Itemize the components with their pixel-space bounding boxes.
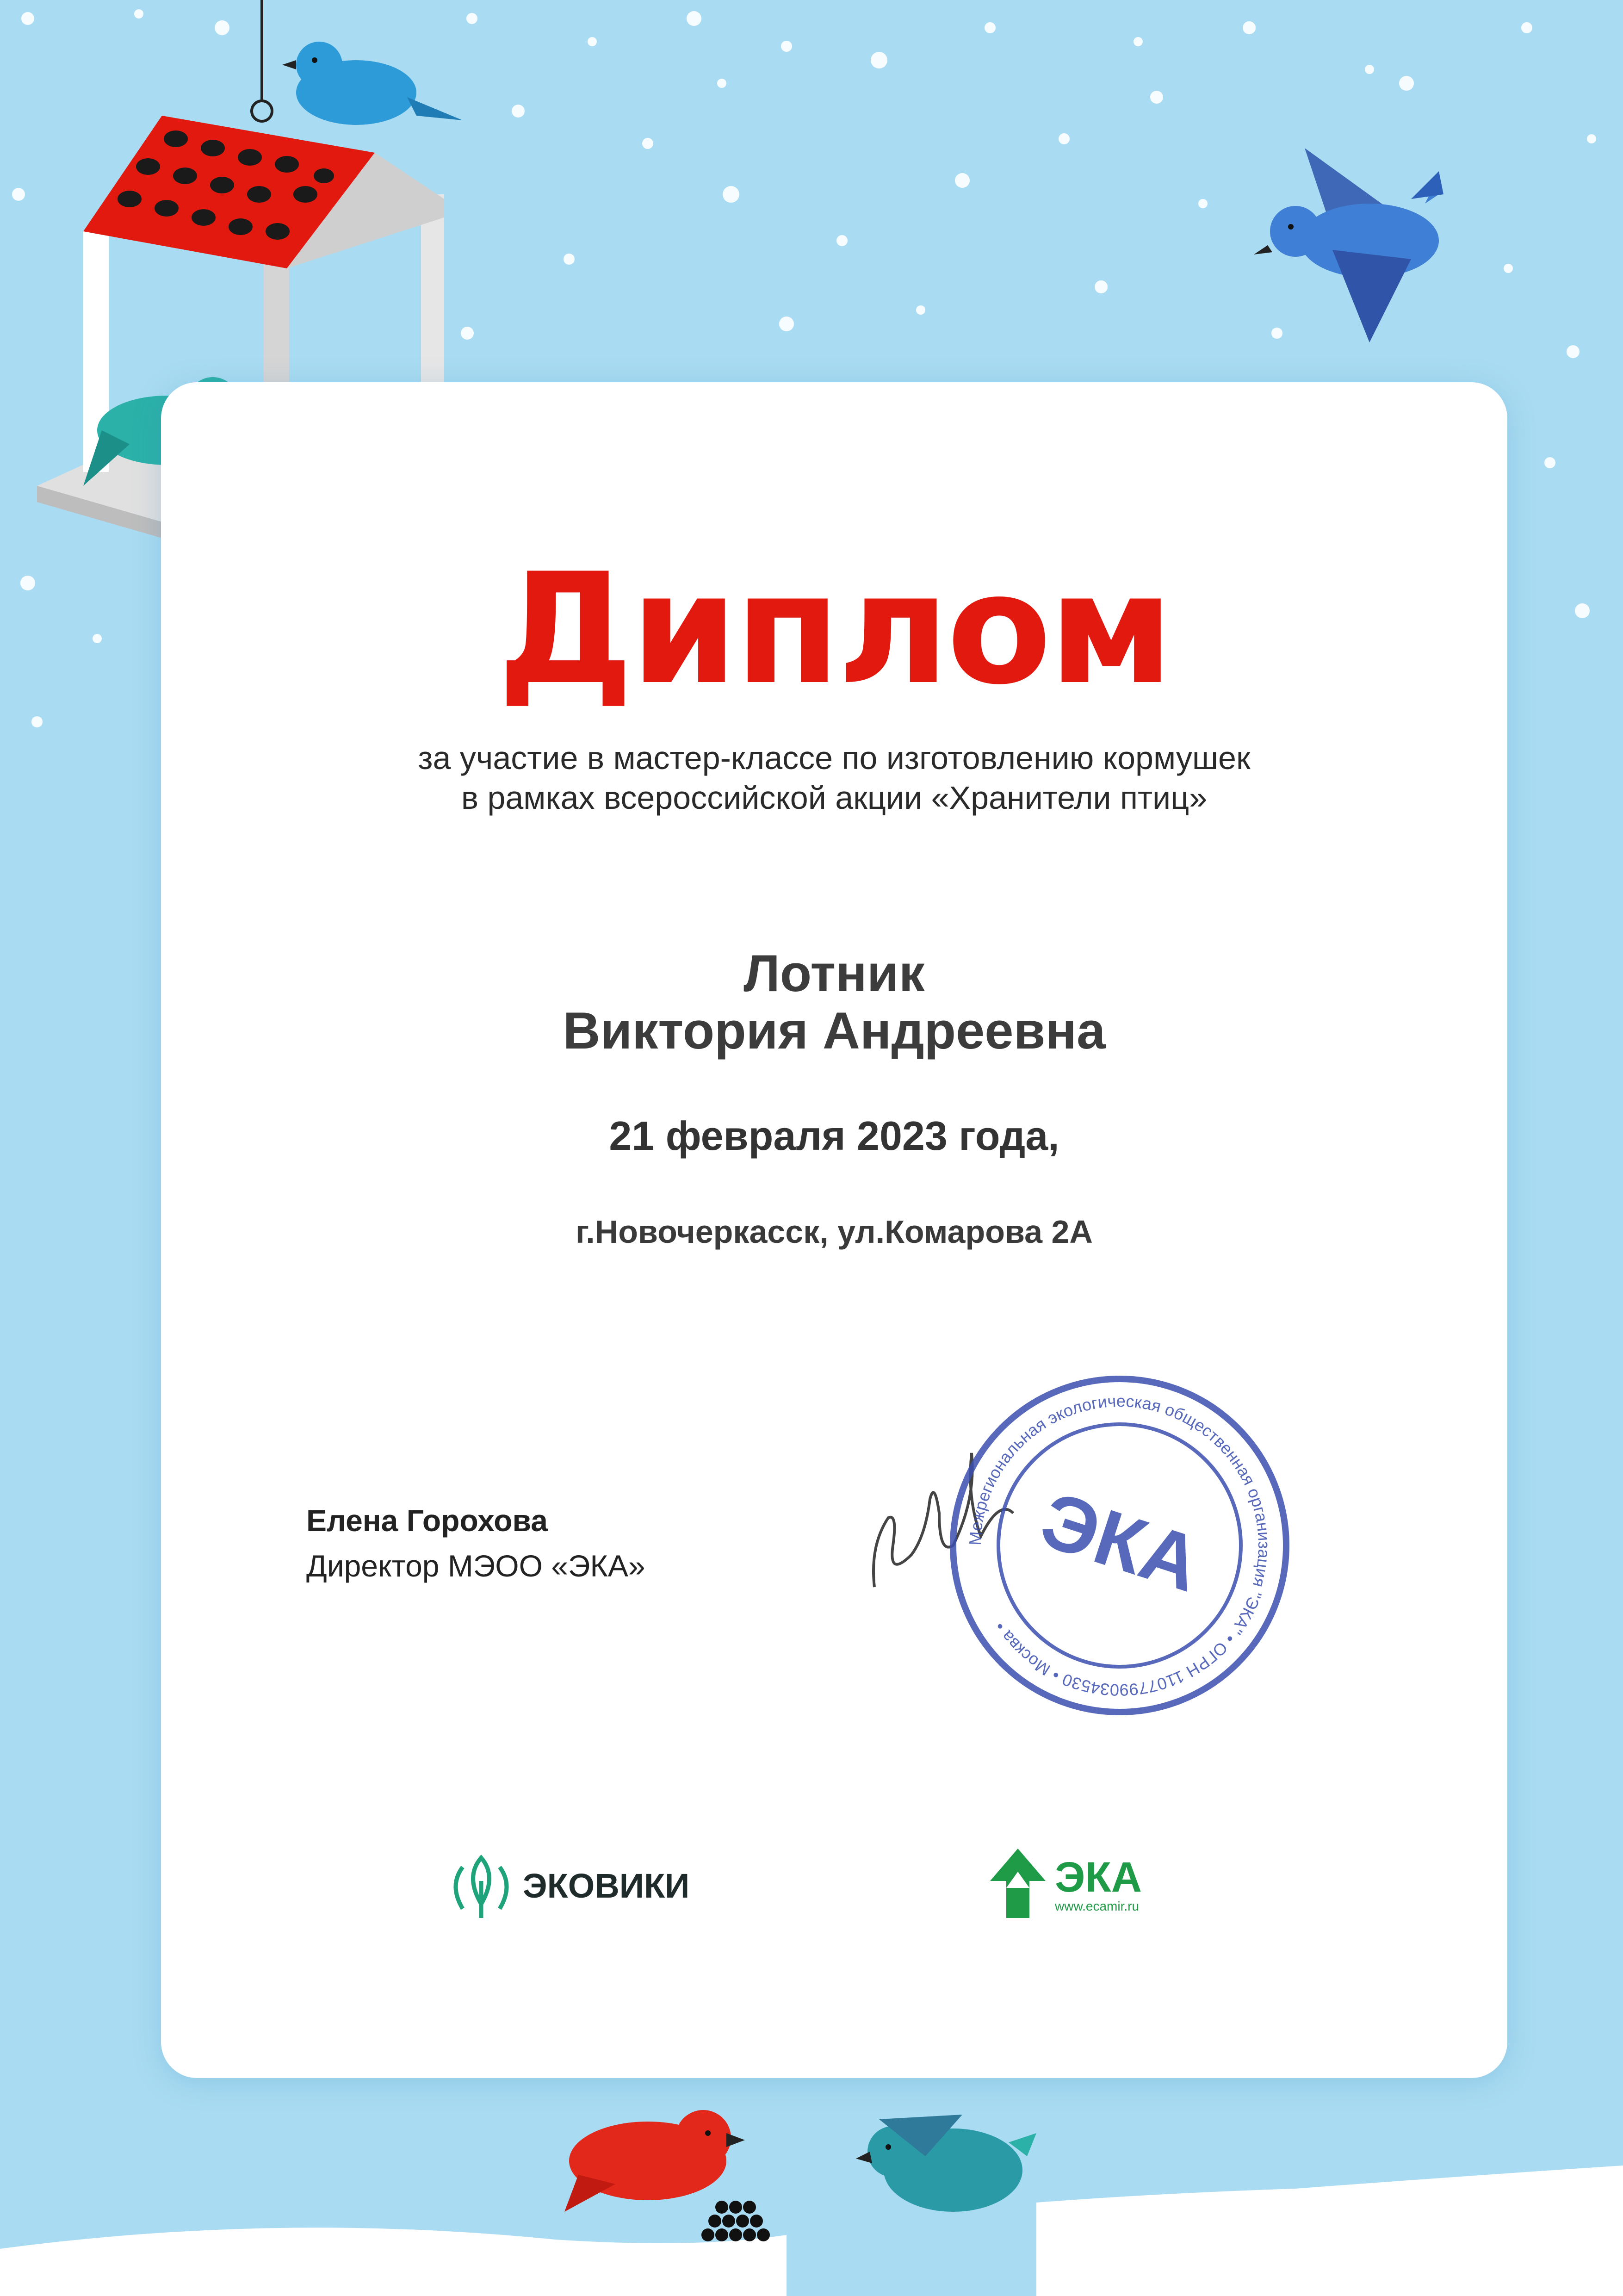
event-address: г.Новочеркасск, ул.Комарова 2А: [576, 1214, 1093, 1250]
flying-bird-illustration: [1254, 148, 1443, 342]
diploma-title: Диплом: [497, 540, 1171, 718]
signatory-name: Елена Горохова: [306, 1503, 548, 1538]
recipient-given-names: Виктория Андреевна: [563, 1002, 1106, 1060]
stamp-ring-text: Межрегиональная экологическая общественная организация "ЭКА" • ОГРН 1107799034530 • Москва •: [965, 1391, 1274, 1700]
snow-drifts: [0, 2166, 1623, 2296]
signatory-role: Директор МЭОО «ЭКА»: [306, 1549, 645, 1583]
subtitle-line: в рамках всероссийской акции «Хранители птиц»: [461, 780, 1208, 816]
ecowiki-leaf-icon: [444, 1839, 518, 1932]
official-stamp: [861, 1360, 1323, 1731]
subtitle-line: за участие в мастер-классе по изготовлению кормушек: [418, 740, 1251, 776]
blue-bird-illustration: [282, 42, 463, 125]
ecowiki-logo: [444, 1839, 690, 1932]
eka-logo: [985, 1839, 1152, 1932]
recipient-name: [161, 945, 1507, 1060]
stamp-center-text: ЭКА: [1030, 1475, 1211, 1609]
seed-pile: [701, 2201, 770, 2241]
diploma-subtitle: [161, 738, 1507, 818]
eka-tree-icon: [985, 1839, 1050, 1932]
eka-website: www.ecamir.ru: [1055, 1899, 1140, 1913]
turquoise-bird-illustration: [856, 2115, 1036, 2212]
event-date: 21 февраля 2023 года,: [609, 1113, 1059, 1159]
ecowiki-logo-text: ЭКОВИКИ: [523, 1867, 690, 1905]
red-bird-illustration: [564, 2110, 745, 2212]
eka-logo-text: ЭКА: [1055, 1854, 1142, 1901]
recipient-surname: Лотник: [743, 944, 925, 1002]
